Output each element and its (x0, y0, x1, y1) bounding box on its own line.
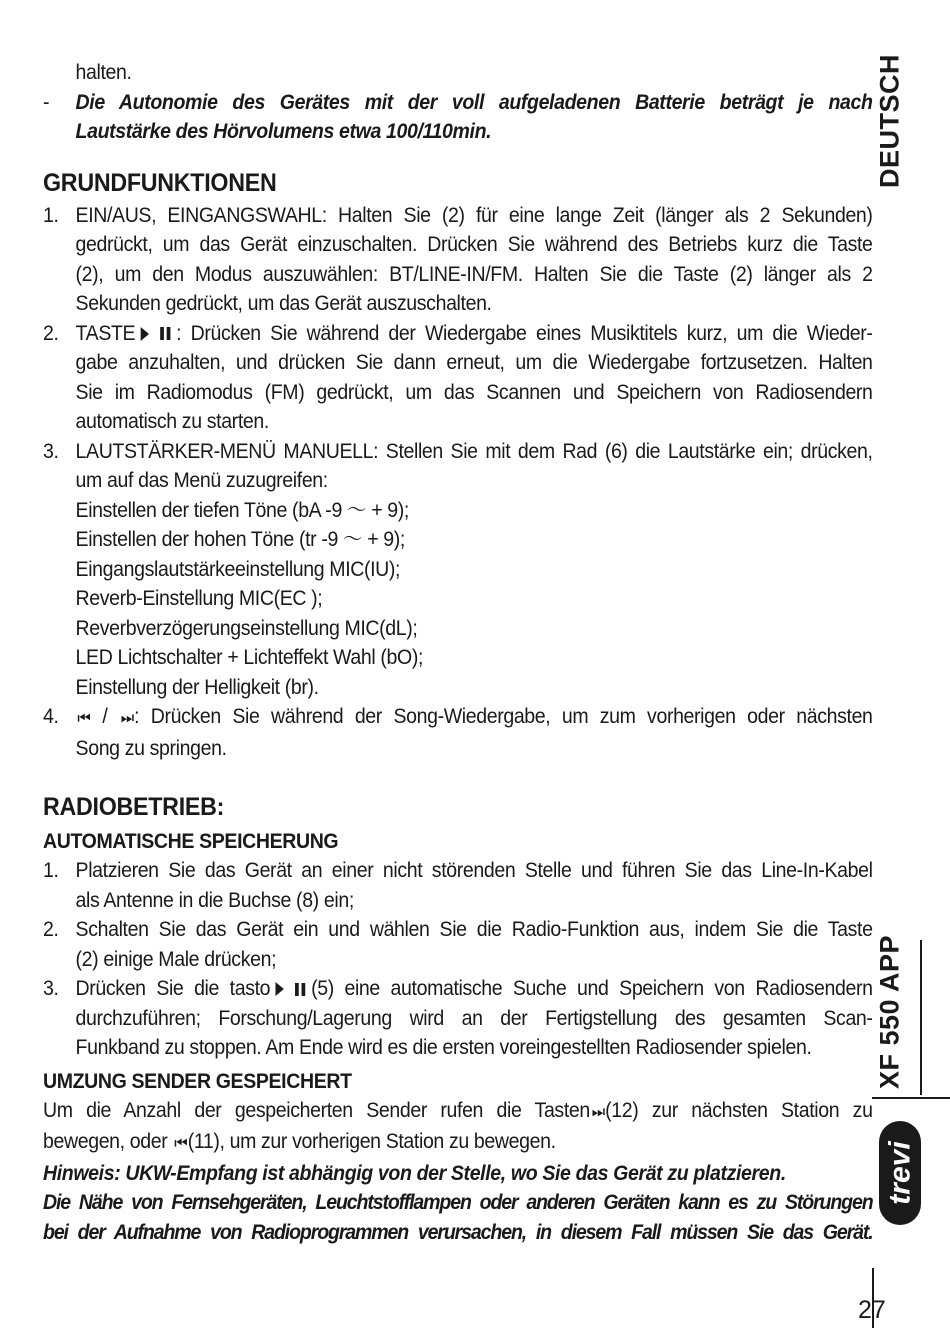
tasto-text: Drücken Sie die tasto (75, 977, 271, 1000)
page-number: 27 (858, 1296, 886, 1324)
radio-list (43, 856, 873, 1063)
notice-line: Hinweis: UKW-Empfang ist abhängig von der Stelle, wo Sie das Gerät zu platzieren. (43, 1161, 786, 1185)
language-tab (872, 53, 908, 189)
umzung-line-2 (43, 1127, 873, 1159)
reception-notice (43, 1159, 873, 1248)
item-line: Song zu springen. (75, 736, 227, 760)
trevi-logo-icon (876, 1118, 924, 1228)
play-icon (276, 982, 284, 996)
battery-note (43, 88, 873, 147)
item-line: um auf das Menü zuzugreifen: (75, 469, 328, 492)
side-divider-vertical (920, 940, 922, 1095)
grundfunktionen-list (43, 201, 873, 764)
trevi-logo (876, 1118, 924, 1228)
list-item (43, 974, 873, 1063)
item-line: EIN/AUS, EINGANGSWAHL: Halten Sie (2) für eine lange Zeit (länger als 2 Sekunden) (75, 203, 873, 227)
item-line: LED Lichtschalter + Lichteffekt Wahl (bO); (75, 646, 424, 669)
item-line: Einstellen der hohen Töne (tr -9 ～ + 9); (75, 528, 405, 551)
umzung-line-1-end: (12) zur nächsten Station zu (605, 1098, 873, 1122)
item-number: 1. (43, 859, 59, 882)
play-icon (141, 327, 149, 341)
item-line: Einstellen der tiefen Töne (bA -9 ～ + 9); (75, 498, 409, 522)
section-title-grundfunktionen: GRUNDFUNKTIONEN (43, 168, 277, 197)
item-line: LAUTSTÄRKER-MENÜ MANUELL: Stellen Sie mit dem Rad (6) die Lautstärke ein; drücken, (75, 439, 873, 463)
section-title-radiobetrieb: RADIOBETRIEB: (43, 793, 225, 821)
model-label: XF 550 APP (874, 934, 905, 1090)
taste-text: : Drücken Sie während der Wiedergabe eines Musiktitels kurz, um die Wieder- (176, 321, 873, 345)
item-line: als Antenne in die Buchse (8) ein; (75, 888, 354, 912)
item-number: 2. (43, 918, 59, 941)
pause-icon (160, 327, 170, 340)
item-line: gedrückt, um das Gerät einzuschalten. Drücken Sie während des Betriebs kurz die Taste (75, 233, 873, 256)
item-line: Sekunden gedrückt, um das Gerät auszuschalten. (75, 292, 492, 315)
skip-previous-icon: ⏮ (174, 1135, 186, 1152)
item-number: 2. (43, 321, 59, 345)
item-number: 4. (43, 705, 59, 728)
skip-next-icon: ⏭ (120, 710, 133, 727)
item-line: gabe anzuhalten, und drücken Sie dann erneut, um die Wiedergabe fortzusetzen. Halten (75, 351, 873, 374)
umzung-line-2-text: bewegen, oder (43, 1130, 168, 1153)
notice-line: bei der Aufnahme von Radioprogrammen verursachen, in diesem Fall müssen Sie das Gerät. (43, 1220, 873, 1244)
item-line: Eingangslautstärkeeinstellung MIC(IU); (75, 557, 401, 581)
list-item (43, 201, 873, 319)
subsection-title-umzung: UMZUNG SENDER GESPEICHERT (43, 1069, 352, 1093)
item-line: (2) einige Male drücken; (75, 947, 277, 971)
item-line: Platzieren Sie das Gerät an einer nicht störenden Stelle und führen Sie das Line-In-Kabel (75, 859, 873, 882)
item-line (76, 319, 873, 349)
skip-next-icon: ⏭ (591, 1103, 604, 1121)
item-line: Schalten Sie das Gerät ein und wählen Sie die Radio-Funktion aus, indem Sie die Taste (75, 918, 873, 941)
list-item (43, 915, 873, 974)
list-item (43, 702, 873, 763)
icon-separator: / (90, 705, 119, 728)
intro-continuation: halten. (75, 61, 132, 84)
notice-line: Die Nähe von Fernsehgeräten, Leuchtstofflampen oder anderen Geräten kann es zu Störungen (43, 1191, 873, 1214)
item-number: 3. (43, 977, 59, 1000)
item-line: (2), um den Modus auszuwählen: BT/LINE-IN/FM. Halten Sie die Taste (2) länger als 2 (75, 262, 873, 286)
skip-text: : Drücken Sie während der Song-Wiedergabe, um zum vorherigen oder nächsten (134, 705, 873, 728)
item-line: automatisch zu starten. (75, 410, 269, 433)
item-line: Funkband zu stoppen. Am Ende wird es die ersten voreingestellten Radiosender spielen. (75, 1036, 812, 1059)
subsection-title-auto: AUTOMATISCHE SPEICHERUNG (43, 830, 339, 853)
list-item (43, 319, 873, 437)
logo-text: trevi (883, 1141, 917, 1205)
umzung-line-1-text: Um die Anzahl der gespeicherten Sender rufen die Tasten (43, 1098, 590, 1122)
search-text: (5) eine automatische Suche und Speichern von Radiosendern (311, 977, 873, 1000)
item-line: Reverbverzögerungseinstellung MIC(dL); (75, 616, 418, 640)
battery-note-line-1: Die Autonomie des Gerätes mit der voll aufgeladenen Batterie beträgt je nach (75, 90, 873, 114)
item-number: 1. (43, 203, 59, 227)
skip-previous-icon: ⏮ (77, 710, 89, 727)
item-line (76, 974, 873, 1004)
taste-label: TASTE (75, 321, 136, 345)
item-line: Einstellung der Helligkeit (br). (75, 675, 319, 699)
item-line: Sie im Radiomodus (FM) gedrückt, um das Scannen und Speichern von Radiosendern (75, 380, 873, 404)
umzung-paragraph (43, 1096, 873, 1159)
umzung-line-1 (43, 1096, 873, 1128)
battery-note-line-2: Lautstärke des Hörvolumens etwa 100/110min. (75, 120, 492, 143)
model-tab (872, 934, 908, 1090)
language-label: DEUTSCH (874, 53, 905, 189)
list-item (43, 856, 873, 915)
item-line (76, 702, 873, 734)
item-line: Reverb-Einstellung MIC(EC ); (75, 587, 323, 610)
page-content (43, 58, 873, 1247)
list-item (43, 437, 873, 703)
item-line: durchzuführen; Forschung/Lagerung wird an der Fertigstellung des gesamten Scan- (75, 1006, 873, 1030)
item-number: 3. (43, 439, 59, 463)
bullet-dash: - (43, 90, 50, 114)
pause-icon (295, 983, 305, 996)
side-divider-horizontal (872, 1097, 950, 1099)
umzung-line-2-end: (11), um zur vorherigen Station zu bewegen. (187, 1130, 556, 1153)
